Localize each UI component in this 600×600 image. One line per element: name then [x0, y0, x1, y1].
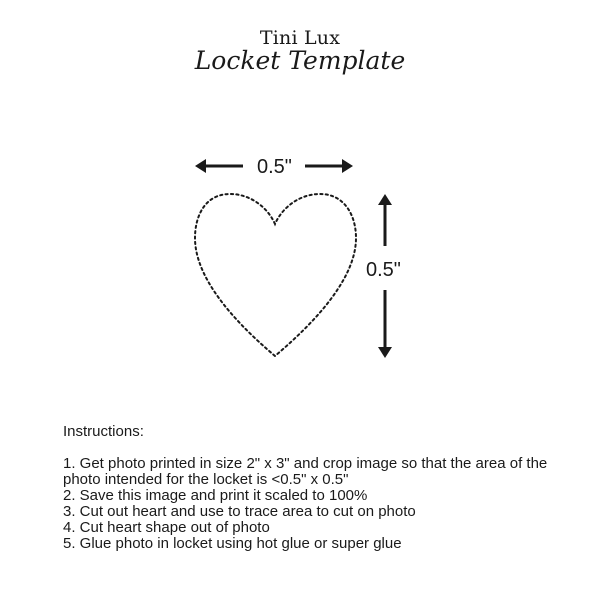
instructions-section	[63, 424, 583, 552]
document-title: Locket Template	[194, 46, 406, 75]
height-dimension-label: 0.5"	[366, 259, 401, 281]
brand-name: Tini Lux	[259, 27, 341, 49]
width-dimension-label: 0.5"	[257, 156, 292, 178]
instructions-heading: Instructions:	[63, 423, 144, 440]
heart-cutout-outline	[195, 194, 356, 356]
instruction-step: 5. Glue photo in locket using hot glue or super glue	[63, 535, 402, 552]
instructions-list	[63, 456, 583, 552]
instruction-step: 1. Get photo printed in size 2" x 3" and crop image so that the area of the photo intended for the locket is <0.5" x 0.5"	[63, 455, 548, 488]
instruction-step: 4. Cut heart shape out of photo	[63, 519, 270, 536]
instruction-step: 3. Cut out heart and use to trace area to cut on photo	[63, 503, 416, 520]
instruction-step: 2. Save this image and print it scaled to 100%	[63, 487, 368, 504]
